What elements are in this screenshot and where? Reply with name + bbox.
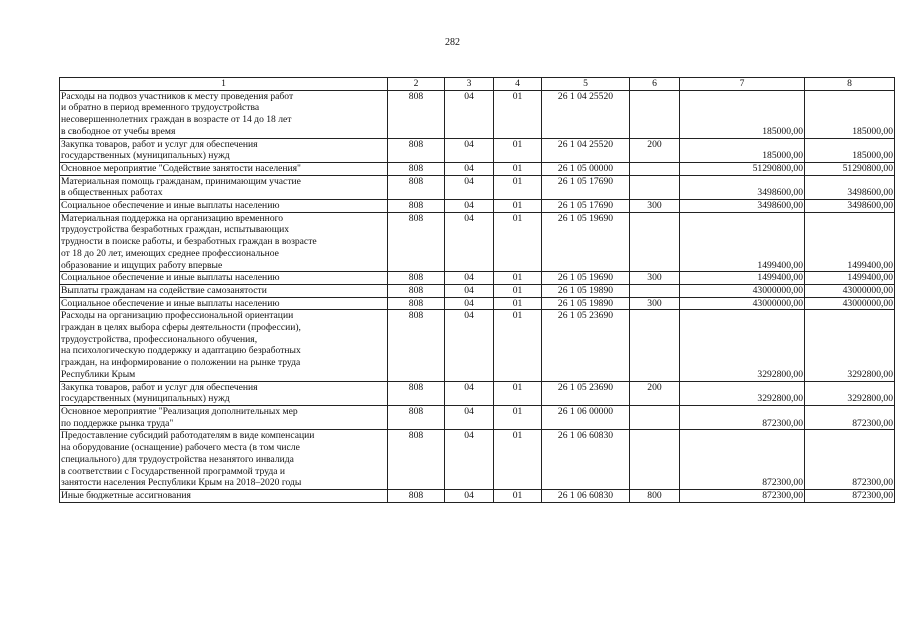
description-line: государственных (муниципальных) нужд	[61, 393, 230, 405]
subsection-code: 01	[494, 430, 542, 490]
row-description	[60, 381, 388, 405]
description-line: Расходы на организацию профессиональной ориентации	[61, 310, 294, 322]
subsection-code: 01	[494, 138, 542, 162]
description-line: Закупка товаров, работ и услуг для обеспечения	[61, 381, 258, 393]
amount-col-7: 1499400,00	[680, 212, 805, 272]
section-code: 04	[445, 310, 494, 381]
amount-col-7: 872300,00	[680, 405, 805, 429]
description-line: в соответствии с Государственной программой труда и	[61, 465, 286, 477]
description-line: Закупка товаров, работ и услуг для обеспечения	[61, 138, 258, 150]
department-code: 808	[388, 138, 445, 162]
description-line: Социальное обеспечение и иные выплаты населению	[61, 297, 280, 309]
amount-col-8: 1499400,00	[805, 212, 895, 272]
section-code: 04	[445, 200, 494, 213]
amount-col-7: 51290800,00	[680, 162, 805, 175]
description-line: Социальное обеспечение и иные выплаты населению	[61, 200, 280, 212]
target-article-code: 26 1 05 00000	[542, 162, 630, 175]
description-line: Основное мероприятие "Содействие занятости населения"	[61, 162, 301, 174]
table-row	[60, 284, 895, 297]
amount-col-7: 872300,00	[680, 430, 805, 490]
description-line: несовершеннолетних граждан в возрасте от 14 до 18 лет	[61, 114, 292, 126]
description-line: Республики Крым	[61, 368, 136, 380]
description-line: по поддержке рынка труда"	[61, 417, 174, 429]
subsection-code: 01	[494, 272, 542, 285]
target-article-code: 26 1 05 17690	[542, 175, 630, 199]
table-row	[60, 90, 895, 138]
amount-col-8: 3292800,00	[805, 310, 895, 381]
description-line: на оборудование (оснащение) рабочего места (в том числе	[61, 442, 300, 454]
description-line: трудоустройства, профессионального обучения,	[61, 333, 258, 345]
amount-col-8: 51290800,00	[805, 162, 895, 175]
table-row	[60, 310, 895, 381]
description-line: специального) для трудоустройства незанятого инвалида	[61, 453, 294, 465]
subsection-code: 01	[494, 381, 542, 405]
description-line: занятости населения Республики Крым на 2018–2020 годы	[61, 477, 302, 489]
expense-type-code: 200	[630, 138, 680, 162]
description-line: на психологическую поддержку и адаптацию безработных	[61, 345, 301, 357]
expense-type-code	[630, 175, 680, 199]
amount-col-7: 185000,00	[680, 138, 805, 162]
description-line: Расходы на подвоз участников к месту проведения работ	[61, 90, 294, 102]
amount-col-7: 872300,00	[680, 489, 805, 502]
amount-col-7: 43000000,00	[680, 284, 805, 297]
row-description	[60, 297, 388, 310]
expense-type-code	[630, 405, 680, 429]
target-article-code: 26 1 06 00000	[542, 405, 630, 429]
expense-type-code	[630, 90, 680, 138]
amount-col-7: 1499400,00	[680, 272, 805, 285]
amount-col-7: 3292800,00	[680, 310, 805, 381]
department-code: 808	[388, 90, 445, 138]
description-line: граждан, на информирование о положении на рынке труда	[61, 357, 301, 369]
expense-type-code	[630, 284, 680, 297]
subsection-code: 01	[494, 212, 542, 272]
amount-col-7: 3498600,00	[680, 175, 805, 199]
row-description	[60, 430, 388, 490]
amount-col-8: 872300,00	[805, 430, 895, 490]
header-row	[60, 78, 895, 91]
department-code: 808	[388, 212, 445, 272]
page-number: 282	[445, 37, 460, 48]
expense-type-code: 300	[630, 297, 680, 310]
table-row	[60, 212, 895, 272]
expense-type-code: 200	[630, 381, 680, 405]
department-code: 808	[388, 162, 445, 175]
subsection-code: 01	[494, 162, 542, 175]
expense-type-code: 300	[630, 272, 680, 285]
description-line: Предоставление субсидий работодателям в виде компенсации	[61, 430, 315, 442]
header-col-8: 8	[805, 78, 895, 91]
amount-col-8: 185000,00	[805, 138, 895, 162]
amount-col-8: 1499400,00	[805, 272, 895, 285]
subsection-code: 01	[494, 310, 542, 381]
description-line: в общественных работах	[61, 187, 163, 199]
row-description	[60, 310, 388, 381]
section-code: 04	[445, 381, 494, 405]
subsection-code: 01	[494, 489, 542, 502]
subsection-code: 01	[494, 175, 542, 199]
section-code: 04	[445, 297, 494, 310]
amount-col-8: 872300,00	[805, 405, 895, 429]
row-description	[60, 284, 388, 297]
department-code: 808	[388, 430, 445, 490]
expense-type-code: 300	[630, 200, 680, 213]
description-line: Иные бюджетные ассигнования	[61, 489, 191, 501]
amount-col-8: 3498600,00	[805, 175, 895, 199]
section-code: 04	[445, 175, 494, 199]
table-row	[60, 297, 895, 310]
section-code: 04	[445, 405, 494, 429]
row-description	[60, 272, 388, 285]
description-line: образование и ищущих работу впервые	[61, 259, 223, 271]
table-row	[60, 162, 895, 175]
header-col-2: 2	[388, 78, 445, 91]
table-row	[60, 430, 895, 490]
description-line: граждан в целях выбора сферы деятельности (профессии),	[61, 322, 301, 334]
section-code: 04	[445, 90, 494, 138]
row-description	[60, 162, 388, 175]
budget-table	[59, 77, 895, 503]
header-col-5: 5	[542, 78, 630, 91]
section-code: 04	[445, 430, 494, 490]
description-line: Материальная помощь гражданам, принимающим участие	[61, 175, 301, 187]
header-col-4: 4	[494, 78, 542, 91]
header-col-3: 3	[445, 78, 494, 91]
header-col-7: 7	[680, 78, 805, 91]
description-line: трудности в поиске работы, и безработных граждан в возрасте	[61, 236, 317, 248]
amount-col-8: 872300,00	[805, 489, 895, 502]
target-article-code: 26 1 06 60830	[542, 430, 630, 490]
target-article-code: 26 1 04 25520	[542, 90, 630, 138]
section-code: 04	[445, 138, 494, 162]
target-article-code: 26 1 05 19690	[542, 212, 630, 272]
table-row	[60, 272, 895, 285]
section-code: 04	[445, 489, 494, 502]
target-article-code: 26 1 05 19690	[542, 272, 630, 285]
expense-type-code	[630, 430, 680, 490]
target-article-code: 26 1 05 19890	[542, 284, 630, 297]
expense-type-code	[630, 310, 680, 381]
row-description	[60, 200, 388, 213]
description-line: трудоустройства безработных граждан, испытывающих	[61, 224, 290, 236]
target-article-code: 26 1 05 23690	[542, 381, 630, 405]
section-code: 04	[445, 272, 494, 285]
subsection-code: 01	[494, 297, 542, 310]
target-article-code: 26 1 04 25520	[542, 138, 630, 162]
amount-col-8: 185000,00	[805, 90, 895, 138]
row-description	[60, 212, 388, 272]
department-code: 808	[388, 489, 445, 502]
table-row	[60, 175, 895, 199]
subsection-code: 01	[494, 200, 542, 213]
department-code: 808	[388, 310, 445, 381]
table-row	[60, 405, 895, 429]
section-code: 04	[445, 284, 494, 297]
row-description	[60, 138, 388, 162]
department-code: 808	[388, 381, 445, 405]
table-row	[60, 381, 895, 405]
description-line: Выплаты гражданам на содействие самозанятости	[61, 284, 267, 296]
header-col-6: 6	[630, 78, 680, 91]
description-line: и обратно в период временного трудоустройства	[61, 102, 260, 114]
subsection-code: 01	[494, 405, 542, 429]
department-code: 808	[388, 284, 445, 297]
row-description	[60, 405, 388, 429]
amount-col-8: 3498600,00	[805, 200, 895, 213]
target-article-code: 26 1 05 17690	[542, 200, 630, 213]
expense-type-code: 800	[630, 489, 680, 502]
target-article-code: 26 1 05 23690	[542, 310, 630, 381]
amount-col-8: 3292800,00	[805, 381, 895, 405]
department-code: 808	[388, 200, 445, 213]
amount-col-7: 43000000,00	[680, 297, 805, 310]
row-description	[60, 489, 388, 502]
amount-col-8: 43000000,00	[805, 297, 895, 310]
department-code: 808	[388, 405, 445, 429]
section-code: 04	[445, 162, 494, 175]
description-line: Основное мероприятие "Реализация дополнительных мер	[61, 405, 298, 417]
description-line: Материальная поддержка на организацию временного	[61, 212, 284, 224]
expense-type-code	[630, 162, 680, 175]
expense-type-code	[630, 212, 680, 272]
section-code: 04	[445, 212, 494, 272]
description-line: от 18 до 20 лет, имеющих среднее профессиональное	[61, 247, 279, 259]
subsection-code: 01	[494, 284, 542, 297]
subsection-code: 01	[494, 90, 542, 138]
budget-table-body	[60, 78, 895, 503]
row-description	[60, 90, 388, 138]
amount-col-7: 3292800,00	[680, 381, 805, 405]
department-code: 808	[388, 297, 445, 310]
table-row	[60, 138, 895, 162]
header-col-1: 1	[60, 78, 388, 91]
amount-col-7: 3498600,00	[680, 200, 805, 213]
description-line: государственных (муниципальных) нужд	[61, 150, 230, 162]
target-article-code: 26 1 06 60830	[542, 489, 630, 502]
department-code: 808	[388, 272, 445, 285]
amount-col-8: 43000000,00	[805, 284, 895, 297]
target-article-code: 26 1 05 19890	[542, 297, 630, 310]
table-row	[60, 200, 895, 213]
amount-col-7: 185000,00	[680, 90, 805, 138]
table-row	[60, 489, 895, 502]
department-code: 808	[388, 175, 445, 199]
row-description	[60, 175, 388, 199]
description-line: Социальное обеспечение и иные выплаты населению	[61, 272, 280, 284]
description-line: в свободное от учебы время	[61, 125, 176, 137]
